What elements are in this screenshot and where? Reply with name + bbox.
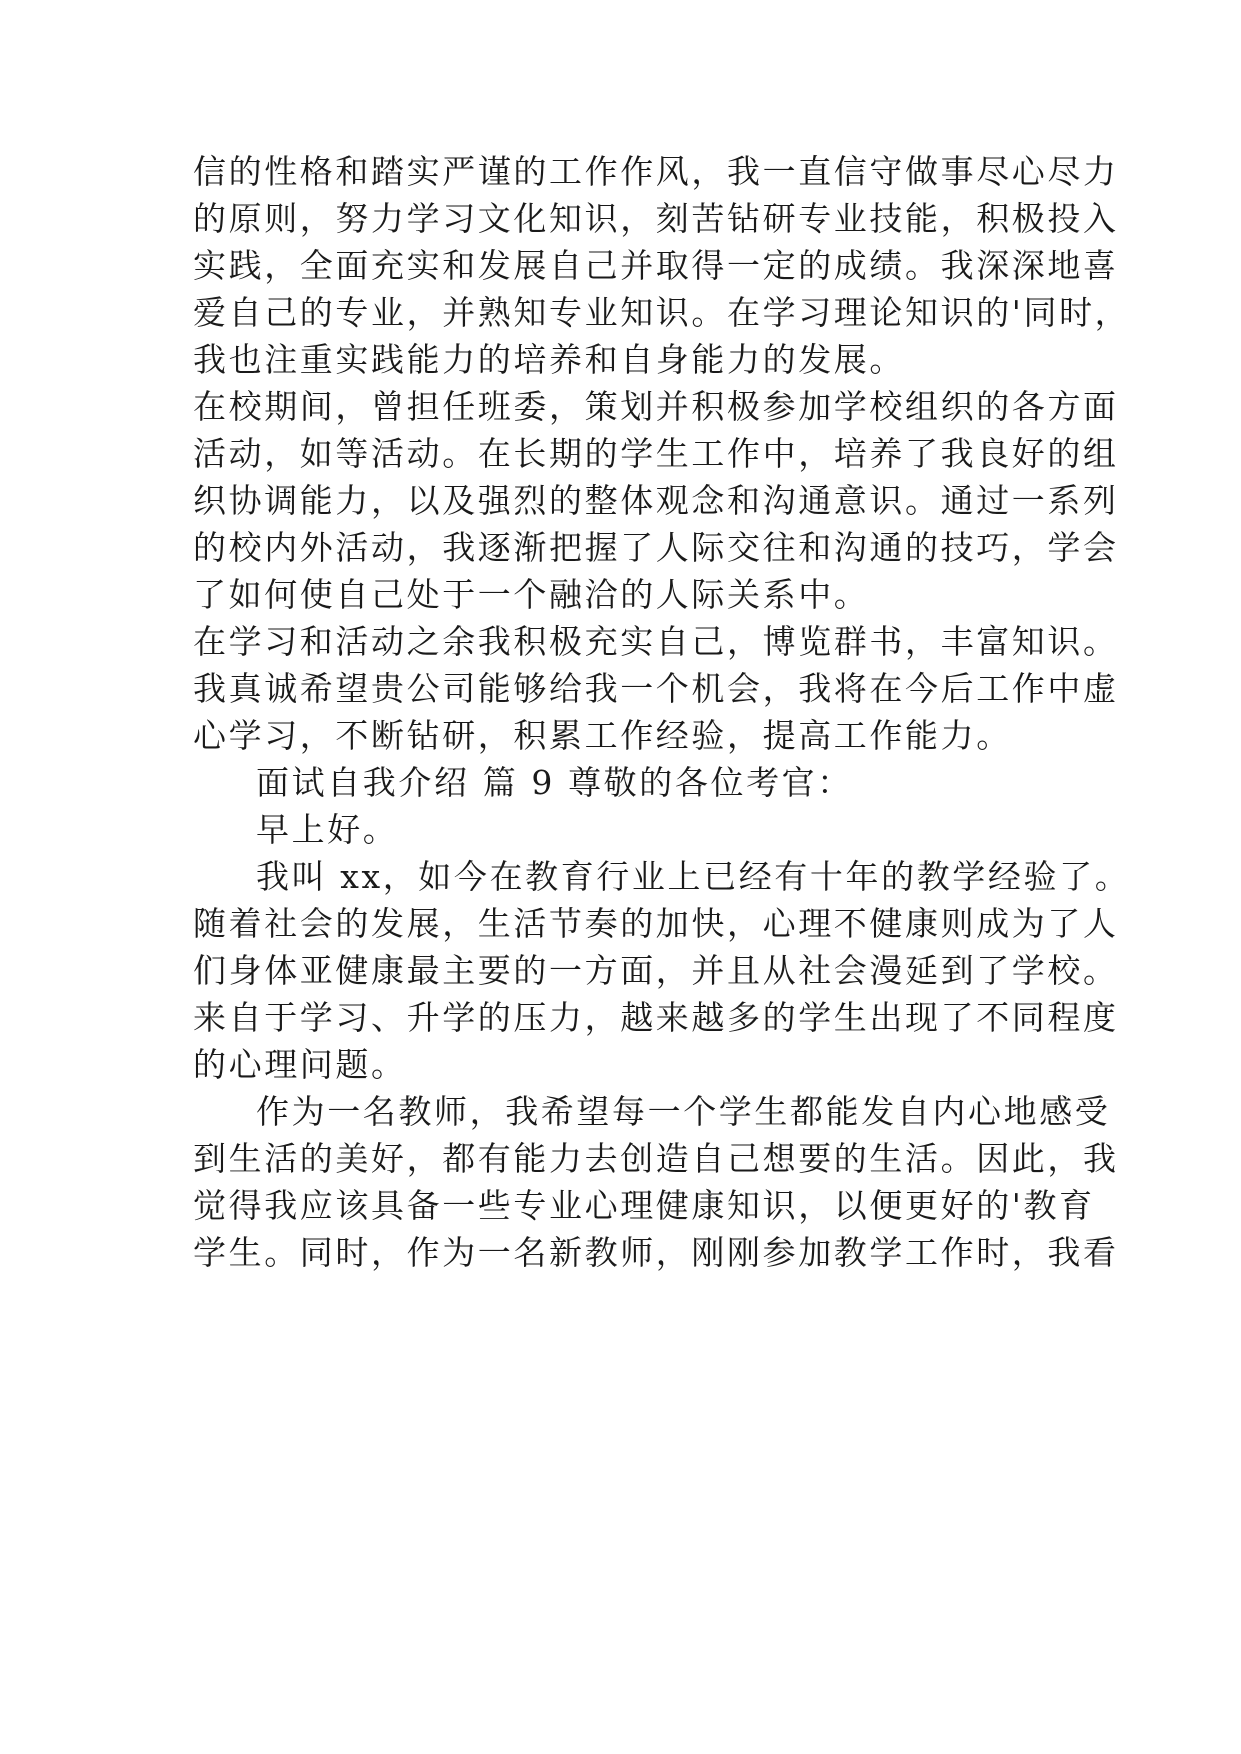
text-line: 学生。同时，作为一名新教师，刚刚参加教学工作时，我看 (193, 1233, 1119, 1272)
text-line: 的校内外活动，我逐渐把握了人际交往和沟通的技巧，学会 (193, 528, 1119, 567)
text-line: 我叫 xx，如今在教育行业上已经有十年的教学经验了。 (256, 857, 1131, 896)
text-line: 心学习，不断钻研，积累工作经验，提高工作能力。 (193, 716, 1012, 755)
text-line: 信的性格和踏实严谨的工作作风，我一直信守做事尽心尽力 (193, 152, 1119, 191)
text-line: 来自于学习、升学的压力，越来越多的学生出现了不同程度 (193, 998, 1119, 1037)
text-line: 在学习和活动之余我积极充实自己，博览群书，丰富知识。 (193, 622, 1119, 661)
text-line: 了如何使自己处于一个融洽的人际关系中。 (193, 575, 870, 614)
text-line: 觉得我应该具备一些专业心理健康知识，以便更好的'教育 (193, 1186, 1095, 1225)
text-line: 我真诚希望贵公司能够给我一个机会，我将在今后工作中虚 (193, 669, 1119, 708)
section-heading: 面试自我介绍 篇 9 尊敬的各位考官： (256, 763, 853, 802)
text-line: 我也注重实践能力的培养和自身能力的发展。 (193, 340, 905, 379)
text-line: 爱自己的专业，并熟知专业知识。在学习理论知识的'同时， (193, 293, 1131, 332)
text-line: 作为一名教师，我希望每一个学生都能发自内心地感受 (256, 1092, 1111, 1131)
text-line: 随着社会的发展，生活节奏的加快，心理不健康则成为了人 (193, 904, 1119, 943)
greeting-line: 早上好。 (256, 810, 399, 849)
text-line: 织协调能力，以及强烈的整体观念和沟通意识。通过一系列 (193, 481, 1119, 520)
text-line: 活动，如等活动。在长期的学生工作中，培养了我良好的组 (193, 434, 1119, 473)
text-line: 到生活的美好，都有能力去创造自己想要的生活。因此，我 (193, 1139, 1119, 1178)
text-line: 在校期间，曾担任班委，策划并积极参加学校组织的各方面 (193, 387, 1119, 426)
text-line: 的原则，努力学习文化知识，刻苦钻研专业技能，积极投入 (193, 199, 1119, 238)
text-line: 实践，全面充实和发展自己并取得一定的成绩。我深深地喜 (193, 246, 1119, 285)
text-line: 们身体亚健康最主要的一方面，并且从社会漫延到了学校。 (193, 951, 1119, 990)
text-line: 的心理问题。 (193, 1045, 407, 1084)
